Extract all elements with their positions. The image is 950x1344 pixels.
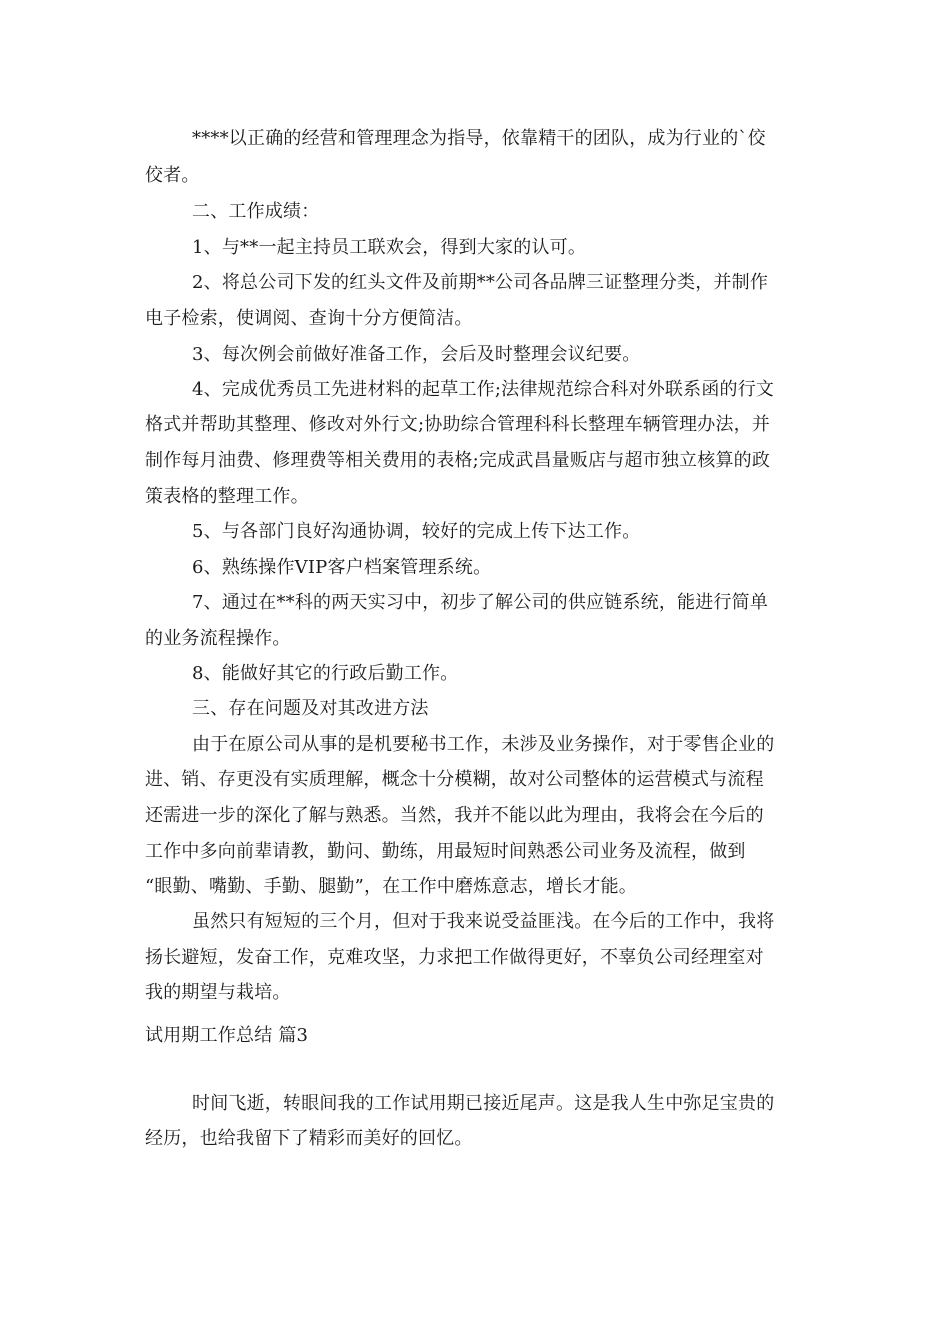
paragraph-line: 格式并帮助其整理、修改对外行文;协助综合管理科科长整理车辆管理办法，并 xyxy=(145,414,771,435)
list-item: 8、能做好其它的行政后勤工作。 xyxy=(192,663,459,684)
list-item: 7、通过在**科的两天实习中，初步了解公司的供应链系统，能进行简单 xyxy=(192,592,769,613)
list-item: 3、每次例会前做好准备工作，会后及时整理会议纪要。 xyxy=(192,344,641,365)
list-item: 5、与各部门良好沟通协调，较好的完成上传下达工作。 xyxy=(192,521,641,542)
paragraph-line: 进、销、存更没有实质理解，概念十分模糊，故对公司整体的运营模式与流程 xyxy=(145,769,764,790)
paragraph-line: 我的期望与栽培。 xyxy=(145,982,291,1003)
paragraph-line: 电子检索，使调阅、查询十分方便简洁。 xyxy=(145,308,473,329)
paragraph-line: “眼勤、嘴勤、手勤、腿勤”，在工作中磨炼意志，增长才能。 xyxy=(145,876,638,897)
paragraph-line: 佼者。 xyxy=(145,165,200,186)
section-title: 试用期工作总结 篇3 xyxy=(145,1025,309,1046)
paragraph-line: 制作每月油费、修理费等相关费用的表格;完成武昌量贩店与超市独立核算的政 xyxy=(145,450,771,471)
paragraph-line: 扬长避短，发奋工作，克难攻坚，力求把工作做得更好，不辜负公司经理室对 xyxy=(145,947,764,968)
list-item: 2、将总公司下发的红头文件及前期**公司各品牌三证整理分类，并制作 xyxy=(192,272,769,293)
paragraph-line: 经历，也给我留下了精彩而美好的回忆。 xyxy=(145,1128,473,1149)
paragraph-line: 虽然只有短短的三个月，但对于我来说受益匪浅。在今后的工作中，我将 xyxy=(192,911,775,932)
paragraph-line: ****以正确的经营和管理理念为指导，依靠精干的团队，成为行业的`佼 xyxy=(192,128,766,149)
paragraph-line: 还需进一步的深化了解与熟悉。当然，我并不能以此为理由，我将会在今后的 xyxy=(145,805,764,826)
paragraph-line: 工作中多向前辈请教，勤问、勤练，用最短时间熟悉公司业务及流程，做到 xyxy=(145,841,746,862)
list-item: 6、熟练操作VIP客户档案管理系统。 xyxy=(192,557,492,578)
paragraph-line: 由于在原公司从事的是机要秘书工作，未涉及业务操作，对于零售企业的 xyxy=(192,734,775,755)
paragraph-line: 的业务流程操作。 xyxy=(145,628,291,649)
paragraph-line: 策表格的整理工作。 xyxy=(145,486,309,507)
list-item: 4、完成优秀员工先进材料的起草工作;法律规范综合科对外联系函的行文 xyxy=(192,379,775,400)
section-heading: 三、存在问题及对其改进方法 xyxy=(192,698,429,719)
list-item: 1、与**一起主持员工联欢会，得到大家的认可。 xyxy=(192,237,587,258)
section-heading: 二、工作成绩： xyxy=(192,201,320,222)
paragraph-line: 时间飞逝，转眼间我的工作试用期已接近尾声。这是我人生中弥足宝贵的 xyxy=(192,1093,775,1114)
